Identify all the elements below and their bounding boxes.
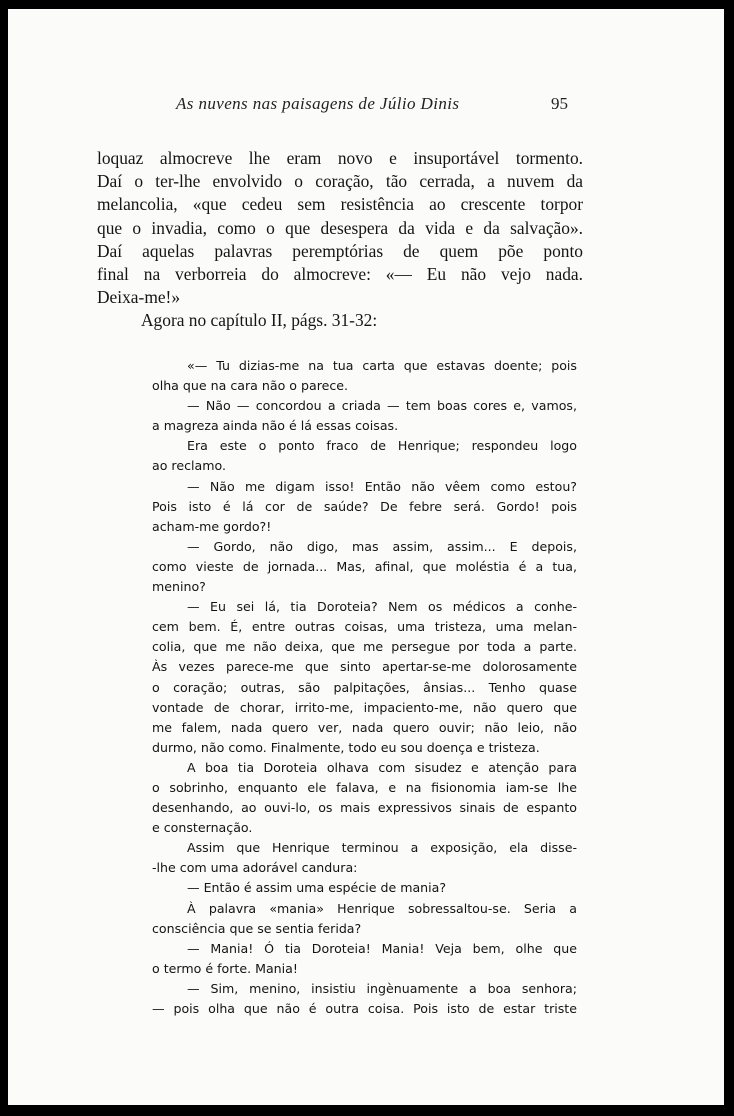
quote-line: Era este o ponto fraco de Henrique; respondeu logo — [187, 438, 577, 454]
quote-line: — Eu sei lá, tia Doroteia? Nem os médicos a conhe- — [187, 599, 577, 615]
text-line: final na verborreia do almocreve: «— Eu não vejo nada. — [97, 264, 583, 285]
text-line: Daí aquelas palavras peremptórias de quem põe ponto — [97, 240, 583, 261]
quote-line: — Gordo, não digo, mas assim, assim... E depois, — [187, 538, 577, 554]
page-number: 95 — [551, 94, 568, 113]
quote-line: desenhando, ao ouvi-lo, os mais expressivos sinais de espanto — [152, 800, 577, 816]
quote-line: Às vezes parece-me que sinto apertar-se-me dolorosamente — [152, 659, 577, 675]
quote-line: a magreza ainda não é lá essas coisas. — [152, 418, 399, 434]
text-line: loquaz almocreve lhe eram novo e insuportável tormento. — [97, 148, 583, 168]
quote-line: acham-me gordo?! — [152, 518, 272, 534]
quote-line: — Sim, menino, insistiu ingènuamente a boa senhora; — [187, 980, 577, 996]
block-quote — [152, 356, 577, 1019]
quote-line: Assim que Henrique terminou a exposição, ela disse- — [187, 840, 577, 856]
quote-line: — Não — concordou a criada — tem boas cores e, vamos, — [187, 398, 577, 414]
quote-line: «— Tu dizias-me na tua carta que estavas doente; pois — [187, 358, 577, 373]
book-page — [8, 9, 724, 1105]
quote-line: olha que na cara não o parece. — [152, 378, 349, 394]
running-header — [8, 94, 724, 118]
quote-line: o sobrinho, enquanto ele falava, e na fisionomia iam-se lhe — [152, 779, 577, 795]
quote-line: À palavra «mania» Henrique sobressaltou-se. Seria a — [187, 900, 577, 916]
quote-line: vontade de chorar, irrito-me, impaciento-me, não quero que — [152, 699, 577, 715]
quote-line: — Então é assim uma espécie de mania? — [187, 880, 447, 896]
text-line: que o invadia, como o que desespera da vida e da salvação». — [97, 217, 583, 238]
quote-line: durmo, não como. Finalmente, todo eu sou doença e tristeza. — [152, 739, 540, 755]
text-line: Deixa-me!» — [97, 287, 181, 308]
quote-line: A boa tia Doroteia olhava com sisudez e atenção para — [187, 759, 577, 775]
text-line: Agora no capítulo II, págs. 31-32: — [141, 310, 378, 331]
quote-line: colia, que me não deixa, que me persegue por toda a parte. — [152, 639, 577, 655]
main-text — [97, 147, 583, 333]
quote-line: como vieste de jornada... Mas, afinal, que moléstia é a tua, — [152, 558, 577, 574]
quote-line: cem bem. É, entre outras coisas, uma tristeza, uma melan- — [152, 619, 577, 635]
text-line: melancolia, «que cedeu sem resistência ao crescente torpor — [97, 194, 583, 215]
header-title: As nuvens nas paisagens de Júlio Dinis — [176, 94, 460, 113]
quote-line: ao reclamo. — [152, 458, 226, 474]
quote-line: Pois isto é lá cor de saúde? De febre será. Gordo! pois — [152, 498, 577, 514]
quote-line: o termo é forte. Mania! — [152, 960, 298, 976]
quote-line: — Não me digam isso! Então não vêem como estou? — [187, 478, 577, 494]
quote-line: — pois olha que não é outra coisa. Pois isto de estar triste — [152, 1001, 577, 1016]
quote-line: menino? — [152, 579, 206, 595]
quote-line: consciência que se sentia ferida? — [152, 920, 362, 936]
quote-line: me falem, nada quero ver, nada quero ouvir; não leio, não — [152, 719, 577, 735]
quote-line: — Mania! Ó tia Doroteia! Mania! Veja bem, olhe que — [187, 940, 577, 956]
quote-line: -lhe com uma adorável candura: — [152, 860, 358, 876]
text-line: Daí o ter-lhe envolvido o coração, tão cerrada, a nuvem da — [97, 171, 583, 192]
quote-line: o coração; outras, são palpitações, ânsias... Tenho quase — [152, 679, 577, 695]
quote-line: e consternação. — [152, 820, 253, 836]
